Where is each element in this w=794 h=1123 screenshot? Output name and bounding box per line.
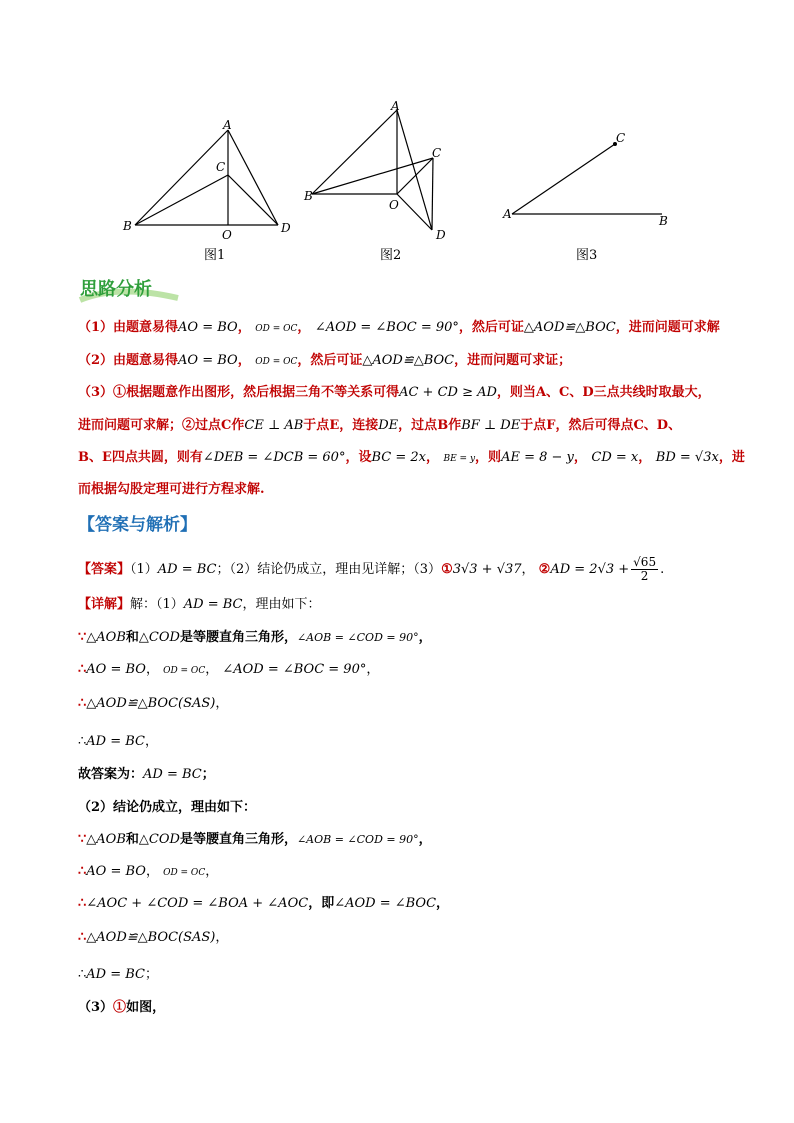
- detail-line-6: 故答案为：AD = BC；: [78, 767, 215, 782]
- text: 是等腰直角三角形，: [179, 630, 297, 645]
- math: ∠AOC + ∠COD = ∠BOA + ∠AOC: [86, 896, 309, 911]
- text: （1）: [130, 562, 158, 577]
- text: （2）由题意易得: [78, 353, 179, 368]
- math: OD = OC: [255, 357, 298, 367]
- fig1-label-d: D: [281, 221, 291, 235]
- text: ，理由如下：: [242, 597, 321, 612]
- math: BF ⊥ DE: [461, 418, 521, 433]
- analysis-line-1: （1）由题意易得AO = BO， OD = OC， ∠AOD = ∠BOC = 90°，然后可证△AOD≌△BOC，进而问题可求解: [78, 320, 720, 335]
- therefore-symbol: ∴: [78, 662, 87, 677]
- math: AO = BO: [86, 864, 146, 879]
- text: C、D、: [633, 418, 682, 433]
- section-title: 【答案与解析】: [78, 515, 197, 535]
- math: AD = BC: [183, 597, 243, 612]
- detail-line-4: ∴△AOD≌△BOC(SAS)，: [78, 696, 229, 711]
- circled-number: ②: [182, 418, 196, 433]
- therefore-symbol: ∴: [78, 696, 87, 711]
- text: 故答案为：: [78, 767, 144, 782]
- analysis-line-2: （2）由题意易得AO = BO， OD = OC，然后可证△AOD≌△BOC，进而问题可求证；: [78, 353, 572, 368]
- fig1-label-o: O: [222, 228, 232, 242]
- text: ；（2）结论仍成立，理由见详解；（3）: [216, 562, 442, 577]
- text: 解：（1）: [130, 597, 184, 612]
- because-symbol: ∵: [78, 630, 87, 645]
- math: BE = y: [443, 454, 476, 464]
- analysis-line-4: [78, 414, 681, 433]
- fig1-label-b: B: [123, 219, 132, 233]
- text: ，则: [475, 450, 502, 465]
- text: ，设: [345, 450, 372, 465]
- therefore-symbol: ∴: [78, 896, 87, 911]
- analysis-line-6: 而根据勾股定理可进行方程求解.: [78, 482, 265, 497]
- math: AD = BC: [86, 967, 145, 982]
- detail-line-2: ∵△AOB和△COD是等腰直角三角形，∠AOB = ∠COD = 90°，: [78, 630, 432, 645]
- math: △AOD≌△BOC: [523, 320, 616, 335]
- circled-number: ①: [113, 1000, 127, 1015]
- math: CE ⊥ AB: [244, 418, 304, 433]
- text: ，过点: [398, 418, 438, 433]
- fig2-label-a: A: [391, 99, 400, 113]
- detail-line-10: ∴∠AOC + ∠COD = ∠BOA + ∠AOC，即∠AOD = ∠BOC，: [78, 896, 450, 911]
- figure-1-caption: 图1: [204, 248, 226, 263]
- detail-line-1: [78, 593, 321, 612]
- detail-line-13: [78, 996, 165, 1015]
- fig1-label-a: A: [223, 118, 232, 132]
- math: ∠AOD = ∠BOC: [334, 896, 437, 911]
- denominator: 2: [640, 569, 649, 583]
- text: 是等腰直角三角形，: [179, 832, 297, 847]
- detail-line-3: ∴AO = BO， OD = OC， ∠AOD = ∠BOC = 90°，: [78, 662, 380, 677]
- math: △AOB: [86, 630, 126, 645]
- analysis-line-3: [78, 381, 711, 400]
- math: OD = OC: [163, 666, 206, 676]
- analysis-logo-text: 思路分析: [80, 279, 152, 300]
- math: ∠AOB = ∠COD = 90°: [296, 833, 419, 846]
- text: ，即: [308, 896, 335, 911]
- text: 如图，: [126, 1000, 166, 1015]
- math: AO = BO: [178, 353, 238, 368]
- math: △COD: [138, 832, 180, 847]
- detail-line-11: ∴△AOD≌△BOC(SAS)，: [78, 930, 229, 945]
- text: B: [437, 418, 449, 433]
- answer-line: 【答案】（1）AD = BC；（2）结论仍成立，理由见详解；（3）①3√3 + √37， ②AD = 2√3 + $\frac{√65}{2}$ .: [78, 555, 665, 583]
- text: ，然后可证: [458, 320, 524, 335]
- text: （3）: [78, 1000, 114, 1015]
- circled-number: ②: [538, 562, 551, 577]
- fig2-label-o: O: [389, 198, 399, 212]
- text: ，进: [718, 450, 745, 465]
- circled-number: ①: [113, 385, 127, 400]
- circled-number: ①: [441, 562, 453, 577]
- therefore-symbol: ∴: [78, 967, 87, 982]
- therefore-symbol: ∴: [78, 864, 87, 879]
- therefore-symbol: ∴: [78, 930, 87, 945]
- math: ∠AOD = ∠BOC = 90°: [314, 320, 459, 335]
- math: AE = 8 − y: [501, 450, 574, 465]
- fig2-label-d: D: [436, 228, 446, 242]
- fig2-label-b: B: [304, 189, 313, 203]
- math: △AOB: [86, 832, 126, 847]
- fig3-label-c: C: [616, 131, 626, 145]
- text: （3）: [78, 385, 114, 400]
- text: ，连接: [339, 418, 379, 433]
- math: BC = 2x: [371, 450, 426, 465]
- math: AO = BO: [178, 320, 238, 335]
- numerator: √65: [633, 555, 657, 569]
- math: △COD: [138, 630, 180, 645]
- fig2-label-c: C: [432, 146, 442, 160]
- math: AD = 2√3 +: [550, 562, 630, 577]
- text: 于点: [520, 418, 547, 433]
- math: OD = OC: [255, 324, 298, 334]
- detail-line-9: ∴AO = BO， OD = OC，: [78, 864, 219, 879]
- math: AD = BC: [157, 562, 217, 577]
- math: OD = OC: [163, 868, 206, 878]
- figure-2-caption: 图2: [380, 248, 402, 263]
- analysis-line-5: B、E四点共圆，则有∠DEB = ∠DCB = 60°，设BC = 2x， BE = y，则AE = 8 − y， CD = x， BD = √3x，进: [78, 450, 745, 465]
- math: △AOD≌△BOC: [362, 353, 455, 368]
- math: △AOD≌△BOC(SAS): [86, 696, 216, 711]
- figure-3-caption: 图3: [576, 248, 598, 263]
- text: 进而问题可求解；: [78, 418, 183, 433]
- math: BD = √3x: [655, 450, 719, 465]
- detail-line-12: ∴AD = BC；: [78, 967, 159, 982]
- text: A、C、D: [535, 385, 594, 400]
- text: 过点: [195, 418, 222, 433]
- text: 和: [125, 630, 139, 645]
- text: ，进而问题可求证；: [454, 353, 572, 368]
- text: 和: [125, 832, 139, 847]
- detail-label: 【详解】: [78, 597, 131, 612]
- text: ，然后可得点: [555, 418, 634, 433]
- math: 3√3 + √37: [452, 562, 522, 577]
- text: B、E: [78, 450, 112, 465]
- answer-label: 【答案】: [78, 562, 131, 577]
- math: AD = BC: [143, 767, 202, 782]
- text: （1）由题意易得: [78, 320, 179, 335]
- therefore-symbol: ∴: [78, 734, 87, 749]
- math: ∠DEB = ∠DCB = 60°: [202, 450, 346, 465]
- math: CD = x: [591, 450, 639, 465]
- text: ，进而问题可求解: [615, 320, 720, 335]
- fraction: [631, 556, 658, 583]
- fig3-label-a: A: [503, 207, 512, 221]
- text: 三点共线时取最大，: [593, 385, 711, 400]
- text: 四点共圆，则有: [111, 450, 203, 465]
- text: E: [329, 418, 340, 433]
- text: 作: [231, 418, 245, 433]
- analysis-logo: [78, 274, 188, 304]
- text: ，然后可证: [297, 353, 363, 368]
- figure-3: [500, 128, 680, 228]
- math: AC + CD ≥ AD: [399, 385, 497, 400]
- math: ∠AOD = ∠BOC = 90°: [222, 662, 367, 677]
- math: △AOD≌△BOC(SAS): [86, 930, 216, 945]
- text: ，则当: [496, 385, 536, 400]
- math: AO = BO: [86, 662, 146, 677]
- because-symbol: ∵: [78, 832, 87, 847]
- math: AD = BC: [86, 734, 145, 749]
- detail-line-7: （2）结论仍成立，理由如下：: [78, 800, 257, 815]
- figure-2: [300, 98, 460, 246]
- text: 作: [448, 418, 462, 433]
- text: F: [546, 418, 556, 433]
- text: 根据题意作出图形，然后根据三角不等关系可得: [126, 385, 400, 400]
- text: C: [221, 418, 232, 433]
- text: 于点: [303, 418, 330, 433]
- detail-line-5: ∴AD = BC，: [78, 734, 159, 749]
- fig3-label-b: B: [659, 214, 668, 228]
- figure-1: [120, 115, 300, 255]
- math: ∠AOB = ∠COD = 90°: [296, 631, 419, 644]
- detail-line-8: ∵△AOB和△COD是等腰直角三角形，∠AOB = ∠COD = 90°，: [78, 832, 432, 847]
- fig1-label-c: C: [216, 160, 226, 174]
- math: DE: [378, 418, 399, 433]
